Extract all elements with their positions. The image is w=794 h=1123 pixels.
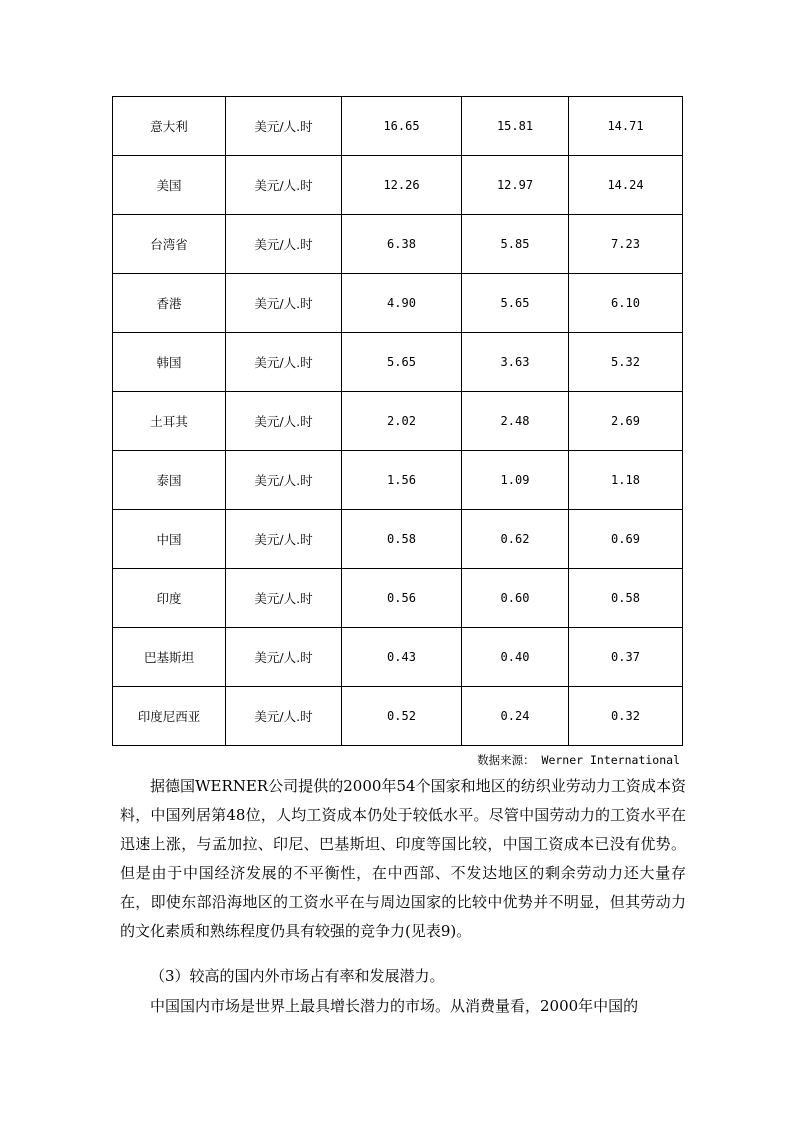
unit-cell: 美元/人.时 [226, 510, 342, 569]
section-heading-market-share: （3）较高的国内外市场占有率和发展潜力。 [150, 967, 445, 985]
unit-cell: 美元/人.时 [226, 215, 342, 274]
value-cell: 14.24 [569, 156, 683, 215]
country-cell: 意大利 [113, 97, 226, 156]
value-cell: 6.10 [569, 274, 683, 333]
value-cell: 0.43 [342, 628, 462, 687]
paragraph-wage-analysis: 据德国WERNER公司提供的2000年54个国家和地区的纺织业劳动力工资成本资料，中国列居第48位，人均工资成本仍处于较低水平。尽管中国劳动力的工资水平在迅速上涨，与孟加拉、印尼、巴基斯坦、印度等国比较，中国工资成本已没有优势。但是由于中国经济发展的不平衡性，在中西部、不发达地区的剩余劳动力还大量存在，即使东部沿海地区的工资水平在与周边国家的比较中优势并不明显，但其劳动力的文化素质和熟练程度仍具有较强的竞争力(见表9)。 [120, 777, 686, 940]
unit-cell: 美元/人.时 [226, 451, 342, 510]
country-cell: 台湾省 [113, 215, 226, 274]
value-cell: 0.40 [462, 628, 569, 687]
country-cell: 印度 [113, 569, 226, 628]
country-cell: 土耳其 [113, 392, 226, 451]
value-cell: 16.65 [342, 97, 462, 156]
table-row [113, 392, 683, 451]
unit-cell: 美元/人.时 [226, 392, 342, 451]
value-cell: 0.56 [342, 569, 462, 628]
unit-cell: 美元/人.时 [226, 628, 342, 687]
value-cell: 0.62 [462, 510, 569, 569]
wage-cost-table [112, 96, 683, 746]
unit-cell: 美元/人.时 [226, 569, 342, 628]
country-cell: 韩国 [113, 333, 226, 392]
value-cell: 15.81 [462, 97, 569, 156]
unit-cell: 美元/人.时 [226, 156, 342, 215]
value-cell: 0.60 [462, 569, 569, 628]
country-cell: 中国 [113, 510, 226, 569]
value-cell: 1.18 [569, 451, 683, 510]
table-row [113, 628, 683, 687]
table-row [113, 510, 683, 569]
value-cell: 5.65 [342, 333, 462, 392]
data-source-label: 数据来源： [477, 753, 535, 767]
unit-cell: 美元/人.时 [226, 97, 342, 156]
country-cell: 香港 [113, 274, 226, 333]
value-cell: 5.65 [462, 274, 569, 333]
table-row [113, 451, 683, 510]
value-cell: 5.85 [462, 215, 569, 274]
table-row [113, 97, 683, 156]
value-cell: 0.69 [569, 510, 683, 569]
country-cell: 巴基斯坦 [113, 628, 226, 687]
value-cell: 1.56 [342, 451, 462, 510]
table-row [113, 687, 683, 746]
value-cell: 14.71 [569, 97, 683, 156]
value-cell: 0.58 [569, 569, 683, 628]
table-row [113, 215, 683, 274]
value-cell: 12.26 [342, 156, 462, 215]
value-cell: 0.58 [342, 510, 462, 569]
table-row [113, 569, 683, 628]
country-cell: 泰国 [113, 451, 226, 510]
value-cell: 0.37 [569, 628, 683, 687]
country-cell: 美国 [113, 156, 226, 215]
paragraph-domestic-market: 中国国内市场是世界上最具增长潜力的市场。从消费量看，2000年中国的 [150, 997, 639, 1015]
value-cell: 5.32 [569, 333, 683, 392]
table-row [113, 274, 683, 333]
unit-cell: 美元/人.时 [226, 333, 342, 392]
value-cell: 7.23 [569, 215, 683, 274]
unit-cell: 美元/人.时 [226, 687, 342, 746]
value-cell: 0.32 [569, 687, 683, 746]
value-cell: 2.02 [342, 392, 462, 451]
table-body [113, 97, 683, 746]
data-source-value: Werner International [541, 753, 680, 767]
value-cell: 4.90 [342, 274, 462, 333]
value-cell: 2.69 [569, 392, 683, 451]
table-row [113, 156, 683, 215]
value-cell: 2.48 [462, 392, 569, 451]
value-cell: 12.97 [462, 156, 569, 215]
value-cell: 0.24 [462, 687, 569, 746]
value-cell: 0.52 [342, 687, 462, 746]
country-cell: 印度尼西亚 [113, 687, 226, 746]
unit-cell: 美元/人.时 [226, 274, 342, 333]
value-cell: 3.63 [462, 333, 569, 392]
table-row [113, 333, 683, 392]
value-cell: 1.09 [462, 451, 569, 510]
data-source-note [112, 752, 680, 768]
value-cell: 6.38 [342, 215, 462, 274]
